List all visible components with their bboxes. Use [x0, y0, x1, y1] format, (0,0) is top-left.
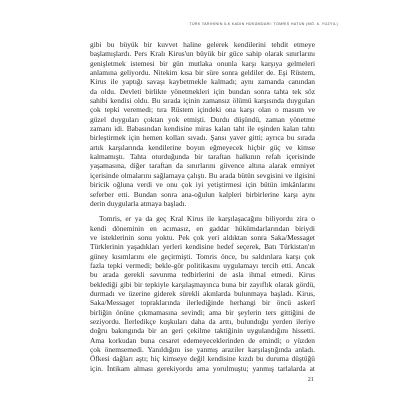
text-line: güzel duyguları çoktan yok etmişti. Durdu düşündü, zaman yönetme — [90, 114, 315, 124]
text-line: doğru bakıngında bir an geri çekilme taktiğinin uygulandığını hissetti. — [90, 326, 315, 336]
text-line: birliğin önüne çıkmamasına sevindi; ama bir şeylerin ters gittiğini de — [90, 307, 315, 317]
page-number: 21 — [307, 376, 314, 383]
text-line: Tomris, er ya da geç Kral Kirus ile karşılaşacağını biliyordu zira o — [99, 214, 315, 224]
text-line: Ama korkudan buna cesaret edemeyeceklerinden de emindi; o yüzden — [90, 335, 315, 345]
running-head: TÜRK TARİHİNİN İLK KADIN HÜKÜMDARI: TOMRİS HATUN (MÖ. 6. YÜZYIL) — [189, 22, 338, 26]
text-line: Türklerinin yaşadıkları yerleri kendisine hedef seçerek, Batı Türkistan'ın — [90, 242, 315, 252]
text-line: kalmamıştı. Tahta oturduğunda bir taraftan halkının refah içerisinde — [90, 152, 315, 162]
text-line: yaşamasına, diğer taraftan da sınırlarını güvence altına alarak emniyet — [90, 161, 315, 171]
text-line: birleştirmek için hemen kolları sıvadı. Şansı yaver gitti; ayrıca bu sırada — [90, 133, 315, 143]
text-line: anlamına geliyordu. Nitekim kısa bir süre sonra geldiler de. Eşi Rüstem, — [90, 68, 315, 78]
text-line: biricik oğluna verdi ve onu çok iyi yetiştirmesi için bütün imkânlarını — [90, 180, 315, 190]
text-line: da oldu. Devleti birlikte yönetmekleri için bundan sonra tahta tek söz — [90, 86, 315, 96]
text-line: gibi bu büyük bir kuvvet haline gelerek kendilerini tehdit etmeye — [90, 40, 315, 49]
text-line: ve isteklerinin sonu yoktu. Pek çok yeri aldıktan sonra Saka/Messaget — [90, 232, 315, 242]
text-line: kendi döneminin en acımasız, en gaddar hükümdarlarından biriydi — [90, 223, 315, 233]
text-line: beklediği gibi bir tepkiyle karşılaşmayınca buna bir zayıflık olarak gördü, — [90, 279, 315, 289]
text-line: çok tepki veremedi; tıra Rüstem içindeki ona karşı olan o masum ve — [90, 105, 315, 115]
text-line: çok önemsemedi. Yanıldığını ise yanmış araziler karşılaştığında anladı. — [90, 345, 315, 354]
text-line: derin duygularla atmaya başladı. — [90, 198, 187, 208]
text-line: bu arada gerekli savunma tedbirlerini de asla ihmal etmedi. Kirus — [90, 270, 315, 280]
text-line: fazla tepki vermedi; bekle-gör politikasını uygulamayı tercih etti. Ancak — [90, 260, 315, 270]
text-line: Öfkesi dağları aştı; hiç kimseye değil kendisine kızdı bu duruma düştüğü — [90, 354, 315, 364]
text-line: Saka/Messaget topraklarında ilerlediğinde herhangi bir öncü askerî — [90, 298, 315, 308]
text-line: durmadı ve üzerine giderek sürekli akınlarda bulunmaya başladı. Kirus, — [90, 288, 315, 298]
text-line: seferber etti. Bundan sonra ana-oğulun kalpleri birbirlerine karşı aynı — [90, 189, 315, 199]
text-line: artık karşılarında kendilerine boyun eğmeyecek hiçbir güç ve kimse — [90, 142, 315, 152]
text-line: Kirus ile yaptığı savaşı kaybetmekle kalmadı; aynı zamanda canından — [90, 77, 315, 87]
paragraph-2 — [90, 214, 315, 373]
paragraph-1 — [90, 40, 315, 208]
text-line: seziyordu. İlerledikçe kuşkuları daha da arttı, bulunduğu yerden ileriye — [90, 316, 315, 326]
body-text — [90, 40, 315, 373]
text-line: içerisinde olmalarını sağlamaya çalıştı. Bu arada bütün sevgisini ve ilgisini — [90, 170, 315, 180]
text-line: için. İntikam alması gerekiyordu ama yorulmuştu; yanmış tarlalarda at — [90, 363, 315, 373]
text-line: güney kısımlarını ele geçirmişti. Tomris önce, bu saldırılara karşı çok — [90, 251, 315, 261]
text-line: genişletmek istemesi bir gün mutlaka onunla karşı karşıya gelmeleri — [90, 58, 315, 68]
text-line: sahibi kendisi oldu. Bu sırada içinin zamansız ölümü karşısında duyguları — [90, 96, 315, 106]
text-line: zamanı idi. Babasından kendisine miras kalan taht ile eşinden kalan tahtı — [90, 124, 315, 134]
text-line: başlamışlardı. Pers Kralı Kirus'un büyük bir güce sahip olarak sınırlarını — [90, 49, 315, 59]
